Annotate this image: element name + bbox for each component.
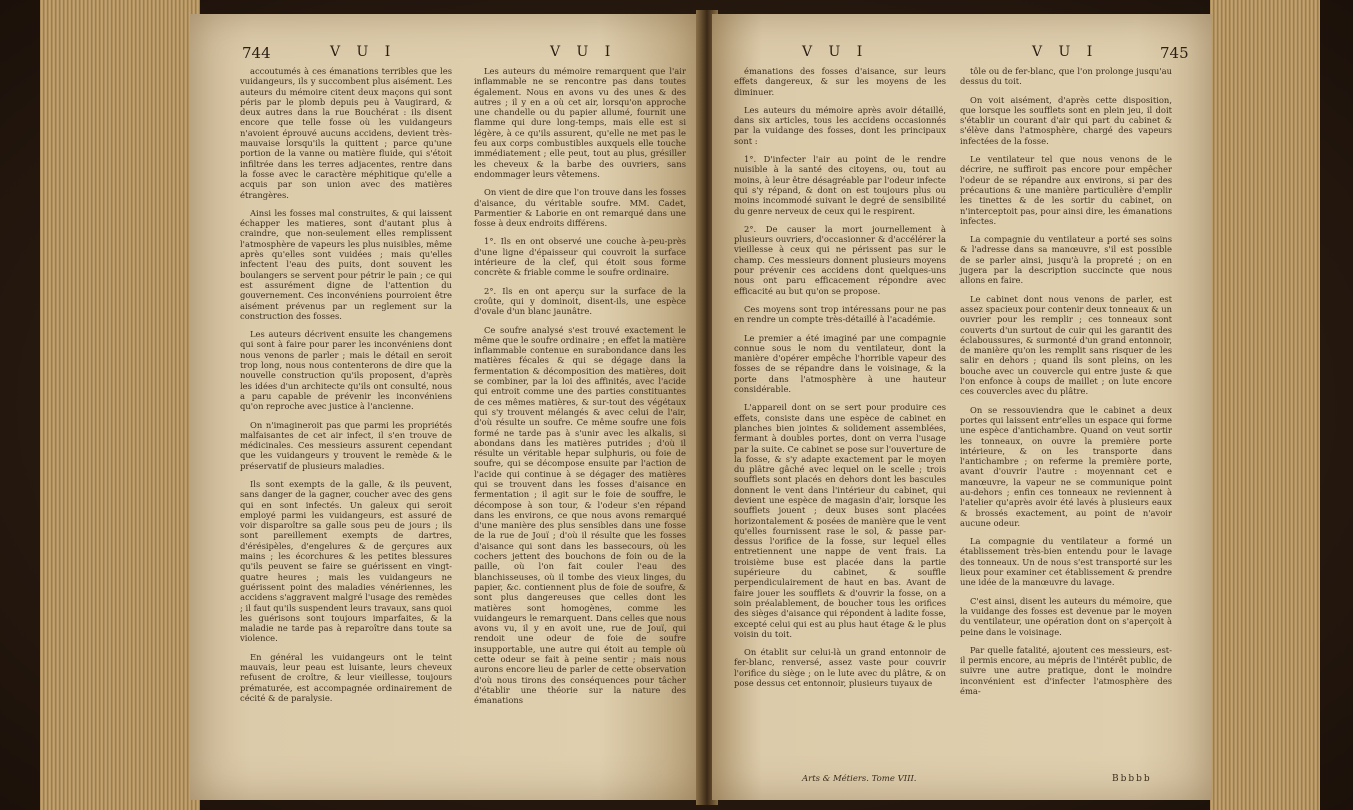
paragraph: L'appareil dont on se sert pour produire ces effets, consiste dans une espèce de cabinet en planches bien jointes & solidement assemblées, fermant à doubles portes, dont on verra l'usage par la suite. Ce cabinet se pose sur l'ouverture de la fosse, & s'y adapte exactement par le moyen du plâtre gâché avec lequel on le scelle ; trois soufflets sont placés en dehors dont les bascules donnent le vent dans l'intérieur du cabinet, qui devient une espèce de magasin d'air, lorsque les soufflets jouent ; deux buses sont placées horizontalement & posées de manière que le vent qu'elles fournissent rase le sol, & passe par-dessus l'orifice de la fosse, sur lequel elles entretiennent une nappe de vent frais. La troisième buse est placée dans la partie supérieure du cabinet, & souffle perpendiculairement de haut en bas. Avant de faire jouer les soufflets & d'ouvrir la fosse, on a soin préalablement, de boucher tous les orifices des sièges d'aisance qui répondent à ladite fosse, excepté celui qui est au plus haut étage & le plus voisin du toit. <box>734 402 946 639</box>
paragraph: tôle ou de fer-blanc, que l'on prolonge jusqu'au dessus du toit. <box>960 66 1172 87</box>
right-page-column-2 <box>960 66 1172 704</box>
paragraph: accoutumés à ces émanations terribles que les vuidangeurs, ils y succombent plus aisément. Les auteurs du mémoire citent deux maçons qui sont péris par le plomb depuis peu à Vaugirard, & deux autres dans la rue Bouchérat : ils disent encore que telle fosse où les vuidangeurs n'avoient éprouvé aucuns accidens, devient très-mauvaise lorsqu'ils la quittent ; parce qu'une portion de la vanne ou matière fluide, qui s'étoit infiltrée dans les terres adjacentes, rentre dans la fosse avec le caractère méphitique qu'elle a acquis par son union avec des matières étrangères. <box>240 66 452 200</box>
page-number-right: 745 <box>1160 44 1189 62</box>
paragraph: C'est ainsi, disent les auteurs du mémoire, que la vuidange des fosses est devenue par le moyen du ventilateur, une opération dont on s'aperçoit à peine dans le voisinage. <box>960 595 1172 637</box>
left-page <box>190 14 702 800</box>
running-head-right-2: V U I <box>1032 44 1099 60</box>
running-head-left-1: V U I <box>330 44 397 60</box>
paragraph: Les auteurs du mémoire après avoir détaillé, dans six articles, tous les accidens occasionnés par la vuidange des fosses, dont les principaux sont : <box>734 104 946 146</box>
paragraph: Les auteurs décrivent ensuite les changemens qui sont à faire pour parer les inconvéniens dont nous venons de parler ; mais le détail en seroit trop long, nous nous contenterons de dire que la nouvelle construction qu'ils proposent, d'après les idées d'un architecte qu'ils ont consulté, nous a paru capable de prévenir les inconvéniens qu'on reproche avec justice à l'ancienne. <box>240 329 452 412</box>
paragraph: Le premier a été imaginé par une compagnie connue sous le nom du ventilateur, dont la manière d'opérer empêche l'horrible vapeur des fosses de se répandre dans le voisinage, & la porte dans l'atmosphère à une hauteur considérable. <box>734 332 946 395</box>
signature-mark: Bbbbb <box>1112 774 1152 784</box>
paragraph: La compagnie du ventilateur a porté ses soins & l'adresse dans sa manœuvre, s'il est possible de se parler ainsi, jusqu'à la propreté ; on en jugera par la description succincte que nous allons en faire. <box>960 234 1172 286</box>
paragraph: Le cabinet dont nous venons de parler, est assez spacieux pour contenir deux tonneaux & un ouvrier pour les remplir ; ces tonneaux sont couverts d'un surtout de cuir qui les garantit des éclaboussures, & surmonté d'un grand entonnoir, de manière qu'on les remplit sans risquer de les salir en dehors ; quand ils sont pleins, on les bouche avec un couvercle qui entre juste & que l'on enfonce à coups de maillet ; on lute encore ces couvercles avec du plâtre. <box>960 293 1172 397</box>
volume-footer: Arts & Métiers. Tome VIII. <box>802 774 917 784</box>
paragraph: La compagnie du ventilateur a formé un établissement très-bien entendu pour le lavage des tonneaux. Un de nous s'est transporté sur les lieux pour examiner cet établissement & prendre une idée de la manœuvre du lavage. <box>960 536 1172 588</box>
page-number-left: 744 <box>242 44 271 62</box>
paragraph: On voit aisément, d'après cette disposition, que lorsque les soufflets sont en plein jeu, il doit s'établir un courant d'air qui part du cabinet & s'élève dans l'atmosphère, chargé des vapeurs infectées de la fosse. <box>960 94 1172 146</box>
paragraph: Ce soufre analysé s'est trouvé exactement le même que le soufre ordinaire ; en effet la matière inflammable contenue en surabondance dans les matières fécales & qui se dégage dans la fermentation & décomposition des matières, doit se combiner, par la loi des affinités, avec l'acide qui entroit comme une des parties constituantes de ces mêmes matières, & sur-tout des végétaux qui s'y trouvent mélangés & avec celui de l'air, d'où résulte un soufre. Ce même soufre une fois formé ne tarde pas à s'unir avec les alkalis, si abondans dans les matières putrides ; d'où il résulte un véritable hepar sulphuris, ou foie de soufre, qui se décompose ensuite par l'action de l'acide qui continue à se dégager des matières qui se trouvent dans les fosses d'aisance en fermentation ; il agit sur le foie de souffre, le décompose à son tour, & l'odeur s'en répand dans les environs, ce que nous avons remarqué d'une manière des plus sensibles dans une fosse de la rue de Jouï ; d'où il résulte que les fosses d'aisance qui sont dans les bassecours, où les cochers jettent des bouchons de foin ou de la paille, où l'on fait couler l'eau des blanchisseuses, où il tombe des vieux linges, du papier, &c. contiennent plus de foie de soufre, & sont plus dangereuses que celles dont les matières sont homogènes, comme les vuidangeurs le remarquent. Dans celles que nous avons vu, il y en avoit une, rue de Jouï, qui rendoit une odeur de foie de soufre insupportable, une autre qui étoit au temple où cette odeur se fait à peine sentir ; mais nous aurons encore lieu de parler de cette observation d'où nous tirons des conséquences pour tâcher d'établir une théorie sur la nature des émanations <box>474 324 686 706</box>
paragraph: 1°. D'infecter l'air au point de le rendre nuisible à la santé des citoyens, ou, tout au moins, à leur être désagréable par l'odeur infecte qui s'y répand, & dont on est toujours plus ou moins incommodé suivant le degré de sensibilité du genre nerveux de ceux qui le respirent. <box>734 154 946 216</box>
right-page-edges <box>1210 0 1320 810</box>
paragraph: 2°. Ils en ont aperçu sur la surface de la croûte, qui y dominoit, disent-ils, une espèce d'ovale d'un blanc jaunâtre. <box>474 285 686 317</box>
paragraph: En général les vuidangeurs ont le teint mauvais, leur peau est luisante, leurs cheveux refusent de croître, & leur vieillesse, toujours prématurée, est accompagnée ordinairement de cécité & de paralysie. <box>240 651 452 703</box>
paragraph: On se ressouviendra que le cabinet a deux portes qui laissent entr'elles un espace qui forme une espèce d'antichambre. Quand on veut sortir les tonneaux, on ouvre la première porte intérieure, & on les transporte dans l'antichambre ; on referme la première porte, avant d'ouvrir l'autre : moyennant cet e manœuvre, la vapeur ne se communique point au-dehors ; enfin ces tonneaux ne reviennent à l'atelier qu'après avoir été lavés à plusieurs eaux & brossés exactement, au point de n'avoir aucune odeur. <box>960 404 1172 528</box>
paragraph: Le ventilateur tel que nous venons de le décrire, ne suffiroit pas encore pour empêcher l'odeur de se répandre aux environs, si par des précautions & une manière particulière d'emplir les tinettes & de les sortir du cabinet, on n'interceptoit pas, pour ainsi dire, les émanations infectes. <box>960 154 1172 226</box>
paragraph: émanations des fosses d'aisance, sur leurs effets dangereux, & sur les moyens de les diminuer. <box>734 66 946 97</box>
running-head-left-2: V U I <box>550 44 617 60</box>
paragraph: Ainsi les fosses mal construites, & qui laissent échapper les matieres, sont d'autant plus à craindre, que non-seulement elles remplissent l'atmosphère de vapeurs les plus nuisibles, même après qu'elles sont vuidées ; mais qu'elles infectent l'eau des puits, dont souvent les boulangers se servent pour pétrir le pain ; ce qui est assurément digne de l'attention du gouvernement. Ces inconvéniens pourroient être aisément prévenus par un reglement sur la construction des fosses. <box>240 207 452 321</box>
paragraph: On établit sur celui-là un grand entonnoir de fer-blanc, renversé, assez vaste pour couvrir l'orifice du siège ; on le lute avec du plâtre, & on pose dessus cet entonnoir, plusieurs tuyaux de <box>734 647 946 689</box>
left-page-column-1 <box>240 66 452 711</box>
left-page-column-2 <box>474 66 686 714</box>
paragraph: Par quelle fatalité, ajoutent ces messieurs, est-il permis encore, au mépris de l'intérêt public, de suivre une autre pratique, dont le moindre inconvénient est d'infecter l'atmosphère des éma- <box>960 644 1172 697</box>
left-page-edges <box>40 0 200 810</box>
paragraph: On n'imagineroit pas que parmi les propriétés malfaisantes de cet air infect, il s'en trouve de médicinales. Ces messieurs assurent cependant que les vuidangeurs y trouvent le remède & le préservatif de plusieurs maladies. <box>240 419 452 471</box>
right-page-column-1 <box>734 66 946 696</box>
paragraph: 1°. Ils en ont observé une couche à-peu-près d'une ligne d'épaisseur qui couvroit la surface intérieure de la clef, qui étoit sous forme concrète & friable comme le soufre ordinaire. <box>474 236 686 278</box>
right-page <box>712 14 1212 800</box>
running-head-right-1: V U I <box>802 44 869 60</box>
paragraph: On vient de dire que l'on trouve dans les fosses d'aisance, du véritable soufre. MM. Cadet, Parmentier & Laborie en ont remarqué dans une fosse à deux endroits différens. <box>474 187 686 229</box>
paragraph: Ils sont exempts de la galle, & ils peuvent, sans danger de la gagner, coucher avec des gens qui en sont infectés. Un galeux qui seroit employé parmi les vuidangeurs, est assuré de voir disparoître sa galle sous peu de jours ; ils sont pareillement exempts de dartres, d'érésipèles, d'engelures & de gerçures aux mains ; les écorchures & les petites blessures qu'ils peuvent se faire se guérissent en vingt-quatre heures ; mais les vuidangeurs ne guérissent point des maladies vénériennes, les accidens s'aggravent malgré l'usage des remèdes ; il faut qu'ils suspendent leurs travaux, sans quoi les guérisons sont toujours imparfaites, & la maladie ne tarde pas à reparoître dans toute sa violence. <box>240 478 452 644</box>
paragraph: 2°. De causer la mort journellement à plusieurs ouvriers, d'occasionner & d'accélérer la vieillesse à ceux qui ne périssent pas sur le champ. Ces messieurs donnent plusieurs moyens pour prévenir ces accidens dont quelques-uns nous ont paru efficacement répondre avec efficacité au but qu'on se propose. <box>734 223 946 296</box>
paragraph: Ces moyens sont trop intéressans pour ne pas en rendre un compte très-détaillé à l'académie. <box>734 303 946 325</box>
paragraph: Les auteurs du mémoire remarquent que l'air inflammable ne se rencontre pas dans toutes également. Nous en avons vu des unes & des autres ; il y en a où cet air, lorsqu'on approche une chandelle ou du papier allumé, fournit une flamme qui dure long-temps, mais elle est si légère, à ce qu'ils assurent, qu'elle ne met pas le feu aux corps combustibles auxquels elle touche immédiatement ; elle peut, tout au plus, grésiller les cheveux & la barbe des ouvriers, sans endommager leurs vêtemens. <box>474 66 686 179</box>
